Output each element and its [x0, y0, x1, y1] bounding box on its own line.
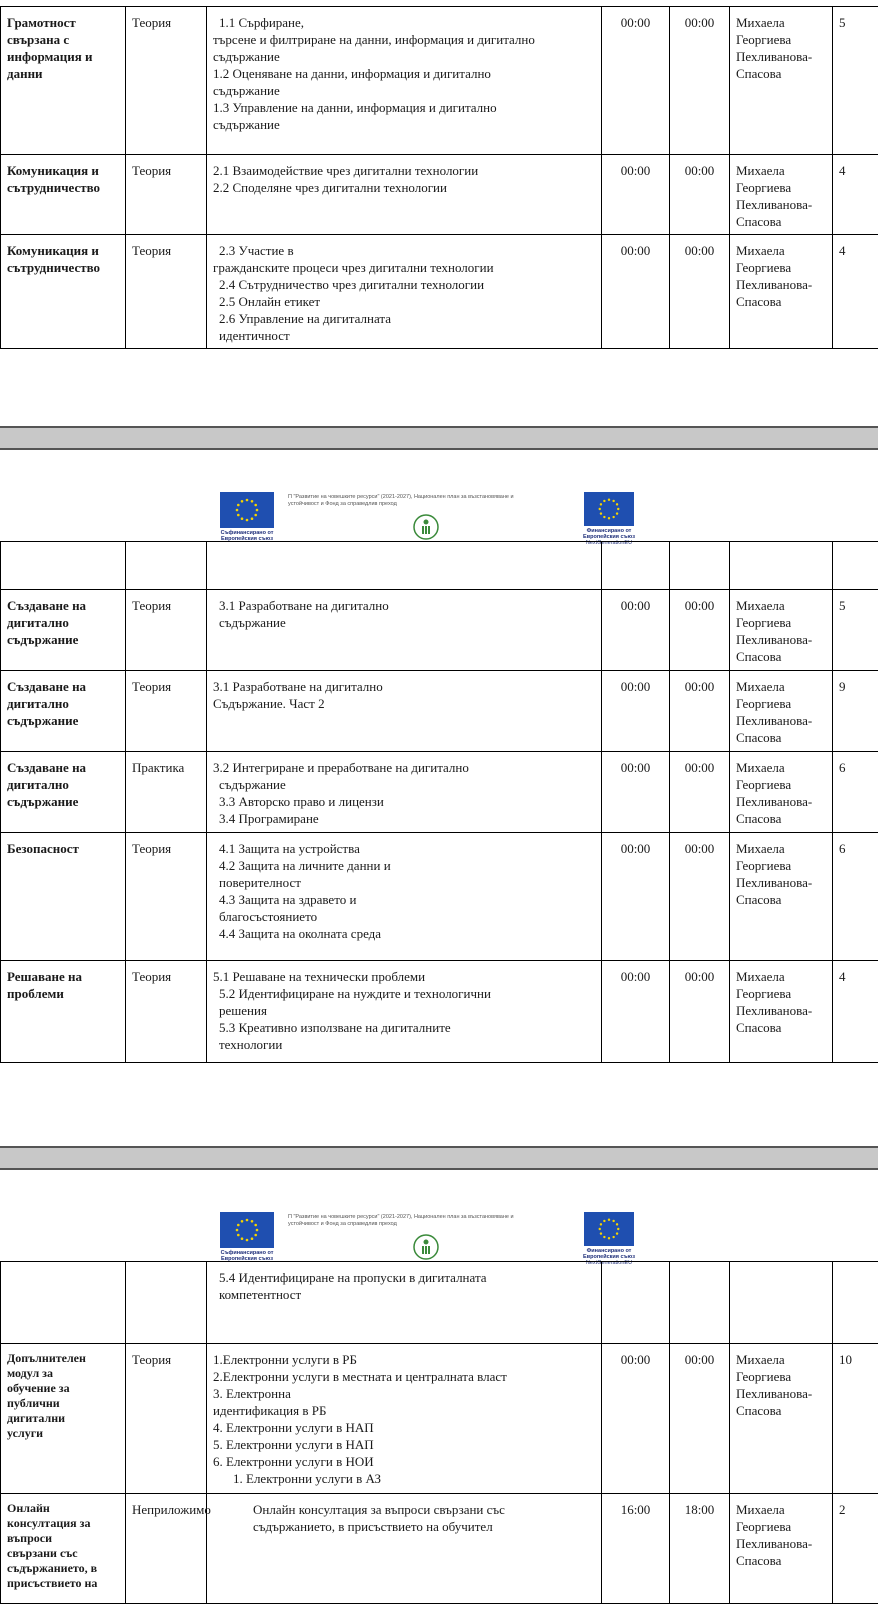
hr-program-logo-icon — [411, 1232, 441, 1262]
content-line: 3.1 Разработване на дигитално — [213, 678, 595, 695]
page-separator — [0, 426, 878, 450]
topic-line: услуги — [7, 1426, 119, 1441]
schedule-table-3 — [0, 1261, 878, 1604]
empty-cell — [833, 1262, 878, 1344]
logo-bar — [0, 490, 878, 546]
type-cell: Теория — [126, 7, 207, 155]
content-line: благосъстоянието — [213, 908, 595, 925]
topic-line: свързана с — [7, 31, 119, 48]
topic-cell — [1, 752, 126, 833]
end-time: 00:00 — [670, 671, 730, 752]
hours-cell: 4 — [833, 155, 878, 235]
topic-line: въпроси — [7, 1531, 119, 1546]
topic-cell — [1, 1494, 126, 1604]
topic-line: информация и — [7, 48, 119, 65]
content-line: 1.2 Оценяване на данни, информация и дигитално — [213, 65, 595, 82]
content-line: 5. Електронни услуги в НАП — [213, 1436, 595, 1453]
content-line: Онлайн консултация за въпроси свързани със — [213, 1501, 595, 1518]
content-line: съдържанието, в присъствието на обучител — [213, 1518, 595, 1535]
topic-line: данни — [7, 65, 119, 82]
trainer-cell — [730, 235, 833, 349]
content-line: съдържание — [213, 116, 595, 133]
trainer-line: Пехливанова- — [736, 712, 826, 729]
hours-cell: 4 — [833, 961, 878, 1063]
trainer-line: Георгиева — [736, 985, 826, 1002]
caption-line: Европейския съюз — [574, 534, 644, 540]
content-line: 6. Електронни услуги в НОИ — [213, 1453, 595, 1470]
content-line: поверителност — [213, 874, 595, 891]
content-line: съдържание — [213, 776, 595, 793]
content-line: 2.4 Сътрудничество чрез дигитални технологии — [213, 276, 595, 293]
topic-line: проблеми — [7, 985, 119, 1002]
eu-flag-icon — [584, 1212, 634, 1246]
trainer-line: Георгиева — [736, 179, 826, 196]
content-line: търсене и филтриране на данни, информация и дигитално — [213, 31, 595, 48]
start-time: 00:00 — [602, 961, 670, 1063]
trainer-line: Георгиева — [736, 259, 826, 276]
trainer-line: Спасова — [736, 810, 826, 827]
content-line: 3.4 Програмиране — [213, 810, 595, 827]
trainer-line: Георгиева — [736, 776, 826, 793]
topic-line: дигитално — [7, 776, 119, 793]
trainer-line: Михаела — [736, 840, 826, 857]
content-line: 1. Електронни услуги в АЗ — [213, 1470, 595, 1487]
trainer-cell — [730, 1344, 833, 1494]
type-cell: Неприложимо — [126, 1494, 207, 1604]
content-line: 5.1 Решаване на технически проблеми — [213, 968, 595, 985]
topic-cell — [1, 235, 126, 349]
trainer-cell — [730, 155, 833, 235]
start-time: 16:00 — [602, 1494, 670, 1604]
trainer-line: Михаела — [736, 242, 826, 259]
content-line: идентичност — [213, 327, 595, 344]
empty-cell — [602, 1262, 670, 1344]
topic-cell — [1, 833, 126, 961]
content-cell — [207, 833, 602, 961]
eu-flag-icon — [220, 1212, 274, 1248]
end-time: 00:00 — [670, 961, 730, 1063]
content-cell — [207, 235, 602, 349]
caption-line: Финансирано от — [574, 528, 644, 534]
content-line: 3.3 Авторско право и лицензи — [213, 793, 595, 810]
topic-line: консултация за — [7, 1516, 119, 1531]
trainer-line: Георгиева — [736, 614, 826, 631]
trainer-cell — [730, 1494, 833, 1604]
content-line: 4.3 Защита на здравето и — [213, 891, 595, 908]
end-time: 00:00 — [670, 833, 730, 961]
type-cell: Теория — [126, 155, 207, 235]
content-line: гражданските процеси чрез дигитални технологии — [213, 259, 595, 276]
empty-cell — [730, 542, 833, 590]
start-time: 00:00 — [602, 155, 670, 235]
empty-cell — [207, 542, 602, 590]
trainer-cell — [730, 590, 833, 671]
empty-cell — [126, 1262, 207, 1344]
hours-cell: 10 — [833, 1344, 878, 1494]
hours-cell: 6 — [833, 833, 878, 961]
topic-line: дигитално — [7, 614, 119, 631]
program-line: устойчивост и Фонд за справедлив преход — [288, 501, 548, 508]
trainer-line: Георгиева — [736, 31, 826, 48]
eu-flag-icon — [220, 492, 274, 528]
table-row — [1, 235, 878, 349]
trainer-line: Пехливанова- — [736, 276, 826, 293]
schedule-table-1 — [0, 6, 878, 349]
trainer-line: Пехливанова- — [736, 1535, 826, 1552]
trainer-cell — [730, 961, 833, 1063]
topic-line: публични — [7, 1396, 119, 1411]
content-line: съдържание — [213, 82, 595, 99]
content-line: 3. Електронна — [213, 1385, 595, 1402]
content-line: 1.Електронни услуги в РБ — [213, 1351, 595, 1368]
hours-cell: 9 — [833, 671, 878, 752]
topic-line: Онлайн — [7, 1501, 119, 1516]
program-line: П "Развитие на човешките ресурси" (2021-2027), Национален план за възстановяване и — [288, 494, 548, 501]
hours-cell: 4 — [833, 235, 878, 349]
content-line: технологии — [213, 1036, 595, 1053]
content-line: съдържание — [213, 614, 595, 631]
trainer-cell — [730, 752, 833, 833]
topic-line: Комуникация и — [7, 162, 119, 179]
content-line: 2.6 Управление на дигиталната — [213, 310, 595, 327]
topic-line: сътрудничество — [7, 259, 119, 276]
topic-line: съдържание — [7, 631, 119, 648]
table-row — [1, 542, 878, 590]
type-cell: Теория — [126, 235, 207, 349]
trainer-line: Спасова — [736, 1402, 826, 1419]
trainer-line: Георгиева — [736, 1518, 826, 1535]
content-cell — [207, 752, 602, 833]
topic-line: присъствието на — [7, 1576, 119, 1591]
program-line: П "Развитие на човешките ресурси" (2021-2027), Национален план за възстановяване и — [288, 1214, 548, 1221]
program-text — [288, 1214, 548, 1228]
content-line: 2.5 Онлайн етикет — [213, 293, 595, 310]
content-cell — [207, 590, 602, 671]
topic-cell — [1, 1344, 126, 1494]
empty-cell — [730, 1262, 833, 1344]
trainer-line: Пехливанова- — [736, 48, 826, 65]
end-time: 00:00 — [670, 1344, 730, 1494]
start-time: 00:00 — [602, 235, 670, 349]
topic-cell — [1, 7, 126, 155]
trainer-line: Пехливанова- — [736, 874, 826, 891]
caption-line: Европейския съюз — [574, 1254, 644, 1260]
topic-line: Създаване на — [7, 759, 119, 776]
topic-line: свързани със — [7, 1546, 119, 1561]
table-row — [1, 1494, 878, 1604]
type-cell: Теория — [126, 1344, 207, 1494]
content-line: 4.1 Защита на устройства — [213, 840, 595, 857]
content-line: 5.3 Креативно използване на дигиталните — [213, 1019, 595, 1036]
start-time: 00:00 — [602, 7, 670, 155]
topic-line: Безопасност — [7, 840, 119, 857]
caption-line: Европейския съюз — [212, 1256, 282, 1262]
trainer-line: Спасова — [736, 213, 826, 230]
content-cell — [207, 671, 602, 752]
empty-cell — [833, 542, 878, 590]
content-line: 2.3 Участие в — [213, 242, 595, 259]
content-cell — [207, 7, 602, 155]
topic-line: Допълнителен — [7, 1351, 119, 1366]
empty-cell — [1, 542, 126, 590]
hours-cell: 2 — [833, 1494, 878, 1604]
hours-cell: 5 — [833, 590, 878, 671]
topic-line: модул за — [7, 1366, 119, 1381]
content-line: 2.1 Взаимодействие чрез дигитални технологии — [213, 162, 595, 179]
empty-cell — [126, 542, 207, 590]
content-line: 4. Електронни услуги в НАП — [213, 1419, 595, 1436]
end-time: 00:00 — [670, 590, 730, 671]
topic-line: Комуникация и — [7, 242, 119, 259]
trainer-line: Михаела — [736, 678, 826, 695]
trainer-line: Георгиева — [736, 1368, 826, 1385]
trainer-line: Михаела — [736, 162, 826, 179]
hours-cell: 6 — [833, 752, 878, 833]
content-line: Съдържание. Част 2 — [213, 695, 595, 712]
content-line: решения — [213, 1002, 595, 1019]
trainer-line: Михаела — [736, 759, 826, 776]
content-line: съдържание — [213, 48, 595, 65]
trainer-cell — [730, 833, 833, 961]
content-line: 1.3 Управление на данни, информация и дигитално — [213, 99, 595, 116]
topic-cell — [1, 961, 126, 1063]
trainer-line: Георгиева — [736, 857, 826, 874]
table-row — [1, 7, 878, 155]
table-row — [1, 671, 878, 752]
page-separator — [0, 1146, 878, 1170]
content-line: 2.Електронни услуги в местната и централната власт — [213, 1368, 595, 1385]
empty-cell — [1, 1262, 126, 1344]
hr-program-logo-icon — [411, 512, 441, 542]
caption-line: Финансирано от — [574, 1248, 644, 1254]
type-cell: Практика — [126, 752, 207, 833]
trainer-cell — [730, 671, 833, 752]
logo-bar — [0, 1210, 878, 1266]
trainer-cell — [730, 7, 833, 155]
content-cell — [207, 1494, 602, 1604]
empty-cell — [670, 542, 730, 590]
topic-line: Създаване на — [7, 678, 119, 695]
start-time: 00:00 — [602, 590, 670, 671]
trainer-line: Пехливанова- — [736, 1385, 826, 1402]
end-time: 00:00 — [670, 155, 730, 235]
trainer-line: Спасова — [736, 65, 826, 82]
empty-cell — [602, 542, 670, 590]
trainer-line: Георгиева — [736, 695, 826, 712]
caption-line: Съфинансирано от — [212, 530, 282, 536]
caption-line: NextGenerationEU — [574, 1260, 644, 1266]
topic-line: дигитално — [7, 695, 119, 712]
topic-line: Решаване на — [7, 968, 119, 985]
start-time: 00:00 — [602, 833, 670, 961]
start-time: 00:00 — [602, 671, 670, 752]
trainer-line: Спасова — [736, 1552, 826, 1569]
content-line: 5.4 Идентифициране на пропуски в дигиталната — [213, 1269, 595, 1286]
topic-cell — [1, 671, 126, 752]
trainer-line: Пехливанова- — [736, 1002, 826, 1019]
type-cell: Теория — [126, 833, 207, 961]
trainer-line: Михаела — [736, 1351, 826, 1368]
content-cell — [207, 1344, 602, 1494]
table-row — [1, 590, 878, 671]
trainer-line: Спасова — [736, 648, 826, 665]
trainer-line: Михаела — [736, 1501, 826, 1518]
topic-cell — [1, 155, 126, 235]
trainer-line: Спасова — [736, 293, 826, 310]
program-line: устойчивост и Фонд за справедлив преход — [288, 1221, 548, 1228]
caption-line: Европейския съюз — [212, 536, 282, 542]
content-line: компетентност — [213, 1286, 595, 1303]
type-cell: Теория — [126, 671, 207, 752]
trainer-line: Спасова — [736, 729, 826, 746]
start-time: 00:00 — [602, 1344, 670, 1494]
topic-line: съдържанието, в — [7, 1561, 119, 1576]
start-time: 00:00 — [602, 752, 670, 833]
content-line: 4.2 Защита на личните данни и — [213, 857, 595, 874]
content-line: идентификация в РБ — [213, 1402, 595, 1419]
content-cell — [207, 155, 602, 235]
trainer-line: Пехливанова- — [736, 196, 826, 213]
table-row — [1, 1344, 878, 1494]
end-time: 18:00 — [670, 1494, 730, 1604]
topic-line: съдържание — [7, 793, 119, 810]
trainer-line: Михаела — [736, 597, 826, 614]
content-cell — [207, 1262, 602, 1344]
table-row — [1, 1262, 878, 1344]
schedule-table-2 — [0, 541, 878, 1063]
end-time: 00:00 — [670, 7, 730, 155]
program-text — [288, 494, 548, 508]
end-time: 00:00 — [670, 752, 730, 833]
topic-line: Грамотност — [7, 14, 119, 31]
trainer-line: Михаела — [736, 968, 826, 985]
hours-cell: 5 — [833, 7, 878, 155]
topic-cell — [1, 590, 126, 671]
content-line: 5.2 Идентифициране на нуждите и технологични — [213, 985, 595, 1002]
topic-line: съдържание — [7, 712, 119, 729]
trainer-line: Спасова — [736, 891, 826, 908]
table-row — [1, 752, 878, 833]
content-line: 2.2 Споделяне чрез дигитални технологии — [213, 179, 595, 196]
trainer-line: Пехливанова- — [736, 793, 826, 810]
eu-flag-icon — [584, 492, 634, 526]
topic-line: дигитални — [7, 1411, 119, 1426]
end-time: 00:00 — [670, 235, 730, 349]
trainer-line: Спасова — [736, 1019, 826, 1036]
trainer-line: Михаела — [736, 14, 826, 31]
content-line: 4.4 Защита на околната среда — [213, 925, 595, 942]
content-line: 3.2 Интегриране и преработване на дигитално — [213, 759, 595, 776]
type-cell: Теория — [126, 590, 207, 671]
content-line: 3.1 Разработване на дигитално — [213, 597, 595, 614]
empty-cell — [670, 1262, 730, 1344]
caption-line: Съфинансирано от — [212, 1250, 282, 1256]
caption-line: NextGenerationEU — [574, 540, 644, 546]
table-row — [1, 155, 878, 235]
content-line: 1.1 Сърфиране, — [213, 14, 595, 31]
topic-line: обучение за — [7, 1381, 119, 1396]
topic-line: сътрудничество — [7, 179, 119, 196]
type-cell: Теория — [126, 961, 207, 1063]
table-row — [1, 961, 878, 1063]
table-row — [1, 833, 878, 961]
trainer-line: Пехливанова- — [736, 631, 826, 648]
content-cell — [207, 961, 602, 1063]
topic-line: Създаване на — [7, 597, 119, 614]
